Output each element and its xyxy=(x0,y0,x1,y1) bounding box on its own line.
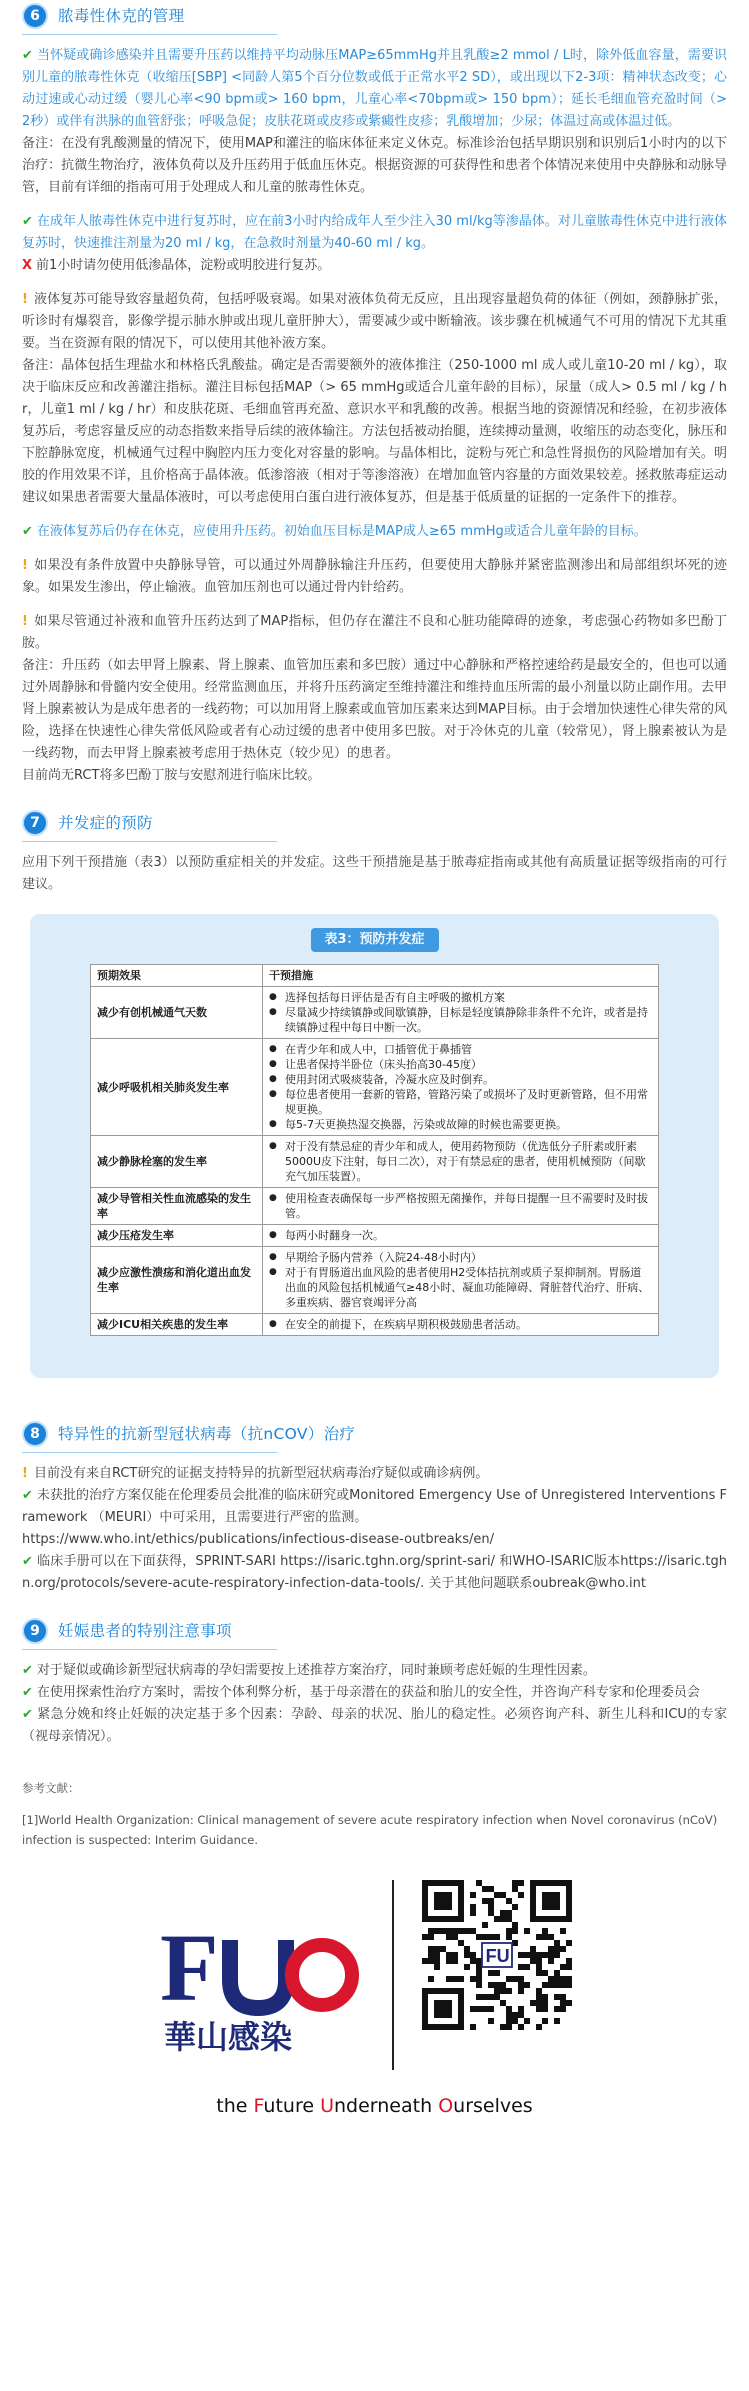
contraindication: X 前1小时请勿使用低渗晶体，淀粉或明胶进行复苏。 xyxy=(22,258,331,273)
effect-cell: 减少静脉栓塞的发生率 xyxy=(91,1136,263,1188)
section-intro: 应用下列干预措施（表3）以预防重症相关的并发症。这些干预措施是基于脓毒症指南或其他有高质量证据等级指南的可行建议。 xyxy=(22,855,727,892)
references-label: 参考文献： xyxy=(22,1781,80,1795)
intervention-item: ● 使用封闭式吸痰装备，冷凝水应及时倒弃。 xyxy=(269,1072,652,1087)
effect-cell: 减少ICU相关疾患的发生率 xyxy=(91,1314,263,1336)
intervention-item: ● 每位患者使用一套新的管路，管路污染了或损坏了及时更新管路，但不用常规更换。 xyxy=(269,1087,652,1117)
footer xyxy=(22,1870,727,2170)
remark: 备注：升压药（如去甲肾上腺素、肾上腺素、血管加压素和多巴胺）通过中心静脉和严格控速给药是最安全的，但也可以通过外周静脉和骨髓内安全使用。经常监测血压，并将升压药滴定至维持灌注和维持血压所需的最小剂量以防止副作用。去甲肾上腺素被认为是成年患者的一线药物；可以加用肾上腺素或血管加压素来达到MAP目标。由于会增加快速性心律失常的风险，选择在快速性心律失常低风险或者有心动过缓的患者中使用多巴胺。对于冷休克的儿童（较常见），肾上腺素被认为是一线药物，而去甲肾上腺素被考虑用于热休克（较少见）的患者。 xyxy=(22,658,727,761)
intervention-item: ● 使用检查表确保每一步严格按照无菌操作，并每日提醒一旦不需要时及时拔管。 xyxy=(269,1191,652,1221)
section-number: 9 xyxy=(22,1618,48,1644)
intervention-cell xyxy=(263,1136,659,1188)
section-title: 并发症的预防 xyxy=(58,814,153,832)
section-number: 6 xyxy=(22,3,48,29)
recommendation: ✔ 对于疑似或确诊新型冠状病毒的孕妇需要按上述推荐方案治疗，同时兼顾考虑妊娠的生理性因素。 xyxy=(22,1663,596,1678)
table-row xyxy=(91,1039,659,1136)
exclamation-icon: ! xyxy=(22,614,28,629)
intervention-cell xyxy=(263,1039,659,1136)
section-9-header xyxy=(22,1615,727,1647)
check-icon: ✔ xyxy=(22,524,33,539)
column-header: 干预措施 xyxy=(263,965,659,987)
section-divider xyxy=(22,34,277,35)
remark: 备注：晶体包括生理盐水和林格氏乳酸盐。确定是否需要额外的液体推注（250-1000 ml 成人或儿童10-20 ml / kg），取决于临床反应和改善灌注指标。灌注目标包括MAP（> 65 mmHg或适合儿童年龄的目标），尿量（成人> 0.5 ml / kg / hr，儿童1 ml / kg / hr）和皮肤花斑、毛细血管再充盈、意识水平和乳酸的改善。根据当地的资源情况和经验，在初步液体复苏后，考虑容量反应的动态指数来指导后续的液体输注。方法包括被动抬腿，连续搏动量测，收缩压的动态变化，脉压和下腔静脉宽度，机械通气过程中胸腔内压力变化对容量的影响。与晶体相比，淀粉与死亡和急性肾损伤的风险增加有关。明胶的作用效果不详，且价格高于晶体液。低渗溶液（相对于等渗溶液）在增加血管内容量的方面效果较差。拯救脓毒症运动建议如果患者需要大量晶体液时，可以考虑使用白蛋白进行液体复苏，但是基于低质量的证据的一定条件下的推荐。 xyxy=(22,358,727,505)
caution: ! 如果没有条件放置中央静脉导管，可以通过外周静脉输注升压药，但要使用大静脉并紧密监测渗出和局部组织坏死的迹象。如果发生渗出，停止输液。血管加压剂也可以通过骨内针给药。 xyxy=(22,558,727,595)
intervention-item: ● 对于没有禁忌症的青少年和成人，使用药物预防（优选低分子肝素或肝素5000U皮下注射，每日二次），对于有禁忌症的患者，使用机械预防（间歇充气加压装置）。 xyxy=(269,1139,652,1184)
table-panel xyxy=(30,914,719,1378)
caution: ! 目前没有来自RCT研究的证据支持特异的抗新型冠状病毒治疗疑似或确诊病例。 xyxy=(22,1466,489,1481)
table-row xyxy=(91,987,659,1039)
intervention-item: ● 每两小时翻身一次。 xyxy=(269,1228,652,1243)
section-title: 妊娠患者的特别注意事项 xyxy=(58,1622,232,1640)
effect-cell: 减少应激性溃疡和消化道出血发生率 xyxy=(91,1247,263,1314)
table-row xyxy=(91,1136,659,1188)
table-row xyxy=(91,1188,659,1225)
intervention-item: ● 在青少年和成人中，口插管优于鼻插管 xyxy=(269,1042,652,1057)
intervention-item: ● 让患者保持半卧位（床头抬高30-45度） xyxy=(269,1057,652,1072)
caution: ! 液体复苏可能导致容量超负荷，包括呼吸衰竭。如果对液体负荷无反应，且出现容量超负荷的体征（例如，颈静脉扩张，听诊时有爆裂音，影像学提示肺水肿或出现儿童肝肿大），需要减少或中断输液。该步骤在机械通气不可用的情况下尤其重要。当在资源有限的情况下，可以使用其他补液方案。 xyxy=(22,292,727,351)
caution: ! 如果尽管通过补液和血管升压药达到了MAP指标，但仍存在灌注不良和心脏功能障碍的迹象，考虑强心药物如多巴酚丁胺。 xyxy=(22,614,727,651)
intervention-item: ● 尽量减少持续镇静或间歇镇静，目标是轻度镇静除非条件不允许，或者是持续镇静过程中每日中断一次。 xyxy=(269,1005,652,1035)
remark: 目前尚无RCT将多巴酚丁胺与安慰剂进行临床比较。 xyxy=(22,768,321,783)
intervention-item: ● 每5-7天更换热湿交换器，污染或故障的时候也需要更换。 xyxy=(269,1117,652,1132)
effect-cell: 减少导管相关性血流感染的发生率 xyxy=(91,1188,263,1225)
section-divider xyxy=(22,1452,277,1453)
tagline: the Future Underneath Ourselves xyxy=(216,2095,533,2117)
intervention-cell xyxy=(263,987,659,1039)
table-header-row xyxy=(91,965,659,987)
recommendation: ✔ 临床手册可以在下面获得，SPRINT-SARI https://isaric.tghn.org/sprint-sari/ 和WHO-ISARIC版本https://isaric.tghn.org/protocols/severe-acute-respiratory-infection-data-tools/. 关于其他问题联系oubreak@who.int xyxy=(22,1554,727,1591)
table-row xyxy=(91,1225,659,1247)
exclamation-icon: ! xyxy=(22,1466,28,1481)
intervention-item: ● 早期给予肠内营养（入院24-48小时内） xyxy=(269,1250,652,1265)
effect-cell: 减少有创机械通气天数 xyxy=(91,987,263,1039)
check-icon: ✔ xyxy=(22,1488,33,1503)
check-icon: ✔ xyxy=(22,48,33,63)
check-icon: ✔ xyxy=(22,1554,33,1569)
section-title: 特异性的抗新型冠状病毒（抗nCOV）治疗 xyxy=(58,1425,356,1443)
complications-table xyxy=(90,964,659,1336)
effect-cell: 减少压疮发生率 xyxy=(91,1225,263,1247)
check-icon: ✔ xyxy=(22,214,33,229)
logo-cn-text: 華山感染 xyxy=(164,2018,293,2056)
recommendation: ✔ 紧急分娩和终止妊娠的决定基于多个因素：孕龄、母亲的状况、胎儿的稳定性。必须咨询产科、新生儿科和ICU的专家（视母亲情况）。 xyxy=(22,1707,727,1744)
cross-icon: X xyxy=(22,258,33,273)
reference-item: [1]World Health Organization: Clinical management of severe acute respiratory infection when Novel coronavirus (nCoV) infection is suspected: Interim Guidance. xyxy=(22,1813,718,1847)
section-8-header xyxy=(22,1418,727,1450)
remark: 备注：在没有乳酸测量的情况下，使用MAP和灌注的临床体征来定义休克。标准诊治包括早期识别和识别后1小时内的以下治疗：抗微生物治疗，液体负荷以及升压药用于低血压休克。根据资源的可获得性和患者个体情况来使用中央静脉和动脉导管，目前有详细的指南可用于处理成人和儿童的脓毒性休克。 xyxy=(22,136,727,195)
section-7-header xyxy=(22,807,727,839)
exclamation-icon: ! xyxy=(22,292,28,307)
check-icon: ✔ xyxy=(22,1685,33,1700)
intervention-cell xyxy=(263,1225,659,1247)
section-number: 8 xyxy=(22,1421,48,1447)
recommendation: ✔ 在成年人脓毒性休克中进行复苏时，应在前3小时内给成年人至少注入30 ml/kg等渗晶体。对儿童脓毒性休克中进行液体复苏时，快速推注剂量为20 ml / kg，在急救时剂量为40-60 ml / kg。 xyxy=(22,214,727,251)
intervention-cell xyxy=(263,1247,659,1314)
check-icon: ✔ xyxy=(22,1663,33,1678)
logo-letter-f: F xyxy=(160,1914,219,2021)
exclamation-icon: ! xyxy=(22,558,28,573)
references xyxy=(22,1778,727,1850)
recommendation: ✔ 在液体复苏后仍存在休克，应使用升压药。初始血压目标是MAP成人≥65 mmHg或适合儿童年龄的目标。 xyxy=(22,524,647,539)
table-row xyxy=(91,1247,659,1314)
section-divider xyxy=(22,841,277,842)
footer-divider xyxy=(392,1880,394,2070)
section-number: 7 xyxy=(22,810,48,836)
recommendation: ✔ 未获批的治疗方案仅能在伦理委员会批准的临床研究或Monitored Emergency Use of Unregistered Interventions Framework （MEURI）中可采用，且需要进行严密的监测。 xyxy=(22,1488,727,1525)
intervention-item: ● 选择包括每日评估是否有自主呼吸的撤机方案 xyxy=(269,990,652,1005)
intervention-cell xyxy=(263,1188,659,1225)
table-row xyxy=(91,1314,659,1336)
section-6-header xyxy=(22,0,727,32)
section-divider xyxy=(22,1649,277,1650)
check-icon: ✔ xyxy=(22,1707,33,1722)
recommendation: ✔ 在使用探索性治疗方案时，需按个体利弊分析，基于母亲潜在的获益和胎儿的安全性，并咨询产科专家和伦理委员会 xyxy=(22,1685,700,1700)
fuo-logo xyxy=(152,1900,362,2060)
column-header: 预期效果 xyxy=(91,965,263,987)
intervention-item: ● 对于有胃肠道出血风险的患者使用H2受体拮抗剂或质子泵抑制剂。胃肠道出血的风险包括机械通气≥48小时、凝血功能障碍、肾脏替代治疗、肝病、多重疾病、器官衰竭评分高 xyxy=(269,1265,652,1310)
qr-logo-text: FU xyxy=(485,1946,510,1967)
qr-code-icon xyxy=(422,1880,572,2030)
section-title: 脓毒性休克的管理 xyxy=(58,7,185,25)
intervention-item: ● 在安全的前提下，在疾病早期积极鼓励患者活动。 xyxy=(269,1317,652,1332)
recommendation: ✔ 当怀疑或确诊感染并且需要升压药以维持平均动脉压MAP≥65mmHg并且乳酸≥2 mmol / L时，除外低血容量，需要识别儿童的脓毒性休克（收缩压[SBP] <同龄人第5个百分位数或低于正常水平2 SD），或出现以下2-3项：精神状态改变；心动过速或心动过缓（婴儿心率<90 bpm或> 160 bpm，儿童心率<70bpm或> 150 bpm）；延长毛细血管充盈时间（> 2秒）或伴有洪脉的血管舒张；呼吸急促；皮肤花斑或皮疹或紫癜性皮疹；乳酸增加；少尿；体温过高或体温过低。 xyxy=(22,48,727,129)
reference-link[interactable]: https://www.who.int/ethics/publications/infectious-disease-outbreaks/en/ xyxy=(22,1532,494,1547)
effect-cell: 减少呼吸机相关肺炎发生率 xyxy=(91,1039,263,1136)
table-caption: 表3：预防并发症 xyxy=(310,928,438,952)
intervention-cell xyxy=(263,1314,659,1336)
